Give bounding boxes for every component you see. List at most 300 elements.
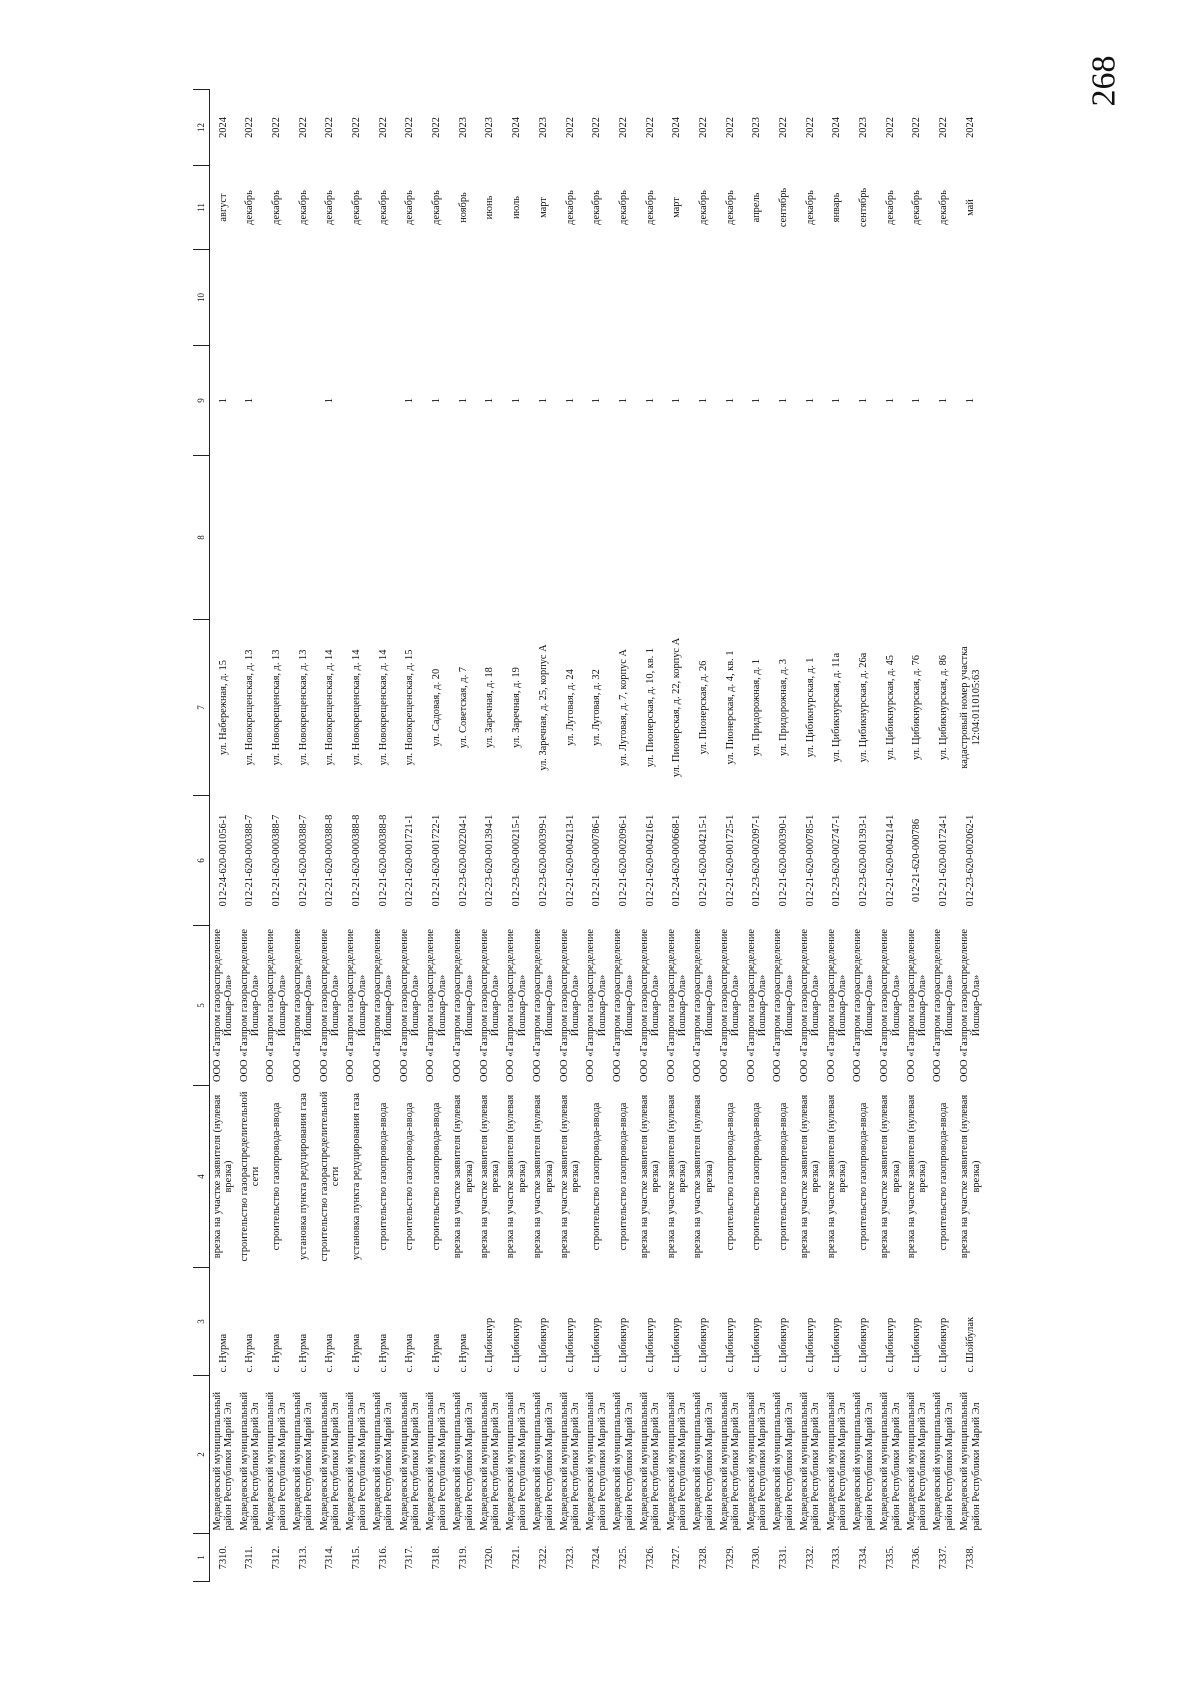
work-type-cell: врезка на участке заявителя (нулевая врезка) [798,1094,822,1259]
table-row [610,90,637,1582]
district-cell: Медведевский муниципальный район Республики Марий Эл [371,1391,395,1531]
address-cell: ул. Новокрещенская, д. 14 [351,649,363,766]
header-col-3: 3 [193,1268,210,1376]
organization-cell: ООО «Газпром газораспределение Йошкар-Ола» [745,929,769,1082]
application-code-cell: 012-21-620-001724-1 [938,814,950,907]
organization-cell: ООО «Газпром газораспределение Йошкар-Ола» [211,929,235,1082]
settlement-cell: с. Цибикнур [591,1317,603,1373]
col8-cell [824,456,851,620]
year-cell: 2022 [297,117,309,138]
month-cell: декабрь [644,190,656,225]
organization-cell: ООО «Газпром газораспределение Йошкар-Ола» [505,929,528,1082]
table-row [851,90,878,1582]
year-cell: 2022 [724,117,736,138]
address-cell: ул. Пионерская, д. 26 [697,660,709,755]
year-cell: 2024 [217,117,229,138]
count-cell: 1 [884,397,896,404]
district-cell: Медведевский муниципальный район Республики Марий Эл [692,1391,715,1531]
address-cell: ул. Набережная, д. 15 [217,660,229,756]
col10-cell [957,250,984,346]
col10-cell [477,250,504,346]
col8-cell [690,456,717,620]
organization-cell: ООО «Газпром газораспределение Йошкар-Ола» [398,929,422,1082]
work-type-cell: врезка на участке заявителя (нулевая врезка) [638,1094,662,1259]
year-cell: 2024 [964,117,976,138]
district-cell: Медведевский муниципальный район Республики Марий Эл [879,1391,902,1531]
table-row [343,90,370,1582]
column-number-header [193,90,210,1582]
settlement-cell: с. Цибикнур [831,1317,843,1373]
district-cell: Медведевский муниципальный район Республики Марий Эл [638,1391,662,1531]
col10-cell [370,250,397,346]
col8-cell [877,456,904,620]
month-cell: декабрь [884,190,896,225]
district-cell: Медведевский муниципальный район Республики Марий Эл [798,1391,822,1531]
application-code-cell: 012-21-620-004214-1 [884,814,896,907]
month-cell: декабрь [431,190,443,225]
district-cell: Медведевский муниципальный район Республики Марий Эл [959,1391,982,1531]
address-cell: ул. Цибикнурская, д. 26а [858,652,870,763]
organization-cell: ООО «Газпром газораспределение Йошкар-Ола» [371,929,395,1082]
application-code-cell: 012-24-620-001056-1 [217,814,229,907]
district-cell: Медведевский муниципальный район Республики Марий Эл [265,1391,288,1531]
col10-cell [237,250,264,346]
month-cell: сентябрь [778,187,790,228]
settlement-cell: с. Цибикнур [804,1317,816,1373]
district-cell: Медведевский муниципальный район Республики Марий Эл [505,1391,528,1531]
col10-cell [557,250,584,346]
count-cell: 1 [964,397,976,404]
table-row [450,90,477,1582]
row-number: 7336. [911,1545,923,1570]
month-cell: май [964,199,976,216]
table-row [797,90,824,1582]
col10-cell [584,250,611,346]
table-row [504,90,531,1582]
col8-cell [237,456,264,620]
settlement-cell: с. Нурма [351,1333,363,1373]
work-type-cell: строительство газопровода-ввода [617,1102,629,1251]
col10-cell [717,250,744,346]
col10-cell [904,250,931,346]
work-type-cell: установка пункта редуцирования газа [351,1092,363,1261]
work-type-cell: врезка на участке заявителя (нулевая врезка) [879,1094,902,1259]
count-cell: 1 [831,397,843,404]
work-type-cell: строительство газопровода-ввода [938,1102,950,1251]
table-row [370,90,397,1582]
organization-cell: ООО «Газпром газораспределение Йошкар-Ола» [798,929,822,1082]
year-cell: 2022 [911,117,923,138]
address-cell: кадастровый номер участка 12:04:0110105:63 [959,646,982,769]
month-cell: декабрь [324,190,336,225]
work-type-cell: строительство газопровода-ввода [270,1102,282,1251]
month-cell: сентябрь [858,187,870,228]
organization-cell: ООО «Газпром газораспределение Йошкар-Ола» [718,929,742,1082]
district-cell: Медведевский муниципальный район Республики Марий Эл [478,1391,502,1531]
col8-cell [504,456,531,620]
table-row [477,90,504,1582]
work-type-cell: врезка на участке заявителя (нулевая врезка) [959,1094,982,1259]
district-cell: Медведевский муниципальный район Республики Марий Эл [718,1391,742,1531]
organization-cell: ООО «Газпром газораспределение Йошкар-Ола» [638,929,662,1082]
district-cell: Медведевский муниципальный район Республики Марий Эл [585,1391,608,1531]
district-cell: Медведевский муниципальный район Республики Марий Эл [825,1391,849,1531]
col8-cell [290,456,317,620]
district-cell: Медведевский муниципальный район Республики Марий Эл [665,1391,689,1531]
col8-cell [557,456,584,620]
address-cell: ул. Новокрещенская, д. 14 [377,649,389,766]
header-col-9: 9 [193,346,210,456]
count-cell: 1 [457,397,469,404]
count-cell: 1 [484,397,496,404]
table-row [931,90,958,1582]
month-cell: декабрь [724,190,736,225]
organization-cell: ООО «Газпром газораспределение Йошкар-Ола» [852,929,875,1082]
table-body [210,90,984,1582]
work-type-cell: строительство газопровода-ввода [724,1102,736,1251]
col10-cell [824,250,851,346]
district-cell: Медведевский муниципальный район Республики Марий Эл [772,1391,795,1531]
application-code-cell: 012-21-620-000388-8 [377,814,389,907]
district-cell: Медведевский муниципальный район Республики Марий Эл [345,1391,368,1531]
col8-cell [664,456,691,620]
address-cell: ул. Цибикнурская, д. 11а [831,652,843,763]
header-col-8: 8 [193,456,210,620]
table-row [770,90,797,1582]
settlement-cell: с. Нурма [244,1333,256,1373]
district-cell: Медведевский муниципальный район Республики Марий Эл [852,1391,875,1531]
work-type-cell: врезка на участке заявителя (нулевая врезка) [558,1094,582,1259]
month-cell: апрель [751,192,763,223]
row-number: 7321. [511,1545,523,1570]
table-row [263,90,290,1582]
header-col-7: 7 [193,620,210,796]
settlement-cell: с. Нурма [431,1333,443,1373]
col10-cell [851,250,878,346]
settlement-cell: с. Цибикнур [751,1317,763,1373]
col8-cell [450,456,477,620]
application-code-cell: 012-23-620-000399-1 [537,814,549,907]
page-number: 268 [1085,55,1123,107]
year-cell: 2024 [831,117,843,138]
application-code-cell: 012-23-620-002097-1 [751,814,763,907]
table-row [690,90,717,1582]
col10-cell [210,250,237,346]
header-col-4: 4 [193,1086,210,1268]
address-cell: ул. Новокрещенская, д. 13 [244,649,256,766]
district-cell: Медведевский муниципальный район Республики Марий Эл [558,1391,582,1531]
settlement-cell: с. Цибикнур [564,1317,576,1373]
col8-cell [851,456,878,620]
count-cell: 1 [858,397,870,404]
application-code-cell: 012-21-620-001725-1 [724,814,736,907]
row-number: 7337. [938,1545,950,1570]
col8-cell [931,456,958,620]
col10-cell [797,250,824,346]
work-type-cell: строительство газопровода-ввода [404,1102,416,1251]
header-col-1: 1 [193,1534,210,1582]
col10-cell [397,250,424,346]
col10-cell [450,250,477,346]
row-number: 7327. [671,1545,683,1570]
address-cell: ул. Цибикнурская, д. 45 [884,655,896,760]
row-number: 7320. [484,1545,496,1570]
work-type-cell: врезка на участке заявителя (нулевая врезка) [532,1094,555,1259]
month-cell: декабрь [244,190,256,225]
col10-cell [744,250,771,346]
year-cell: 2022 [377,117,389,138]
col10-cell [770,250,797,346]
year-cell: 2023 [537,117,549,138]
address-cell: ул. Новокрещенская, д. 14 [324,649,336,766]
count-cell: 1 [617,397,629,404]
work-type-cell: строительство газораспределительной сети [318,1091,342,1262]
month-cell: декабрь [804,190,816,225]
work-type-cell: строительство газораспределительной сети [238,1091,262,1262]
settlement-cell: с. Шойбулак [964,1316,976,1373]
col8-cell [210,456,237,620]
address-cell: ул. Пионерская, д. 22, корпус А [671,637,683,778]
address-cell: ул. Пионерская, д. 4, кв. 1 [724,650,736,765]
table-row [584,90,611,1582]
table-row [824,90,851,1582]
organization-cell: ООО «Газпром газораспределение Йошкар-Ола» [665,929,689,1082]
col10-cell [931,250,958,346]
month-cell: январь [831,192,843,223]
organization-cell: ООО «Газпром газораспределение Йошкар-Ола» [425,929,448,1082]
organization-cell: ООО «Газпром газораспределение Йошкар-Ола» [692,929,715,1082]
work-type-cell: врезка на участке заявителя (нулевая врезка) [665,1094,689,1259]
col10-cell [690,250,717,346]
work-type-cell: установка пункта редуцирования газа [297,1092,309,1261]
settlement-cell: с. Цибикнур [484,1317,496,1373]
count-cell: 1 [511,397,523,404]
month-cell: декабрь [564,190,576,225]
row-number: 7324. [591,1545,603,1570]
row-number: 7335. [884,1545,896,1570]
district-cell: Медведевский муниципальный район Республики Марий Эл [291,1391,315,1531]
address-cell: ул. Цибикнурская, д. 1 [804,657,816,758]
month-cell: декабрь [911,190,923,225]
col8-cell [904,456,931,620]
organization-cell: ООО «Газпром газораспределение Йошкар-Ола» [905,929,929,1082]
address-cell: ул. Новокрещенская, д. 15 [404,649,416,766]
count-cell [263,346,290,456]
col8-cell [530,456,557,620]
col10-cell [424,250,451,346]
settlement-cell: с. Нурма [270,1333,282,1373]
header-col-2: 2 [193,1376,210,1534]
col8-cell [397,456,424,620]
row-number: 7315. [351,1545,363,1570]
organization-cell: ООО «Газпром газораспределение Йошкар-Ола» [612,929,635,1082]
col8-cell [770,456,797,620]
year-cell: 2022 [270,117,282,138]
header-col-11: 11 [193,166,210,250]
district-cell: Медведевский муниципальный район Республики Марий Эл [318,1391,342,1531]
count-cell [343,346,370,456]
year-cell: 2022 [351,117,363,138]
count-cell [290,346,317,456]
month-cell: декабрь [617,190,629,225]
settlement-cell: с. Цибикнур [911,1317,923,1373]
count-cell: 1 [751,397,763,404]
address-cell: ул. Луговая, д. 32 [591,669,603,746]
row-number: 7310. [217,1545,229,1570]
col8-cell [263,456,290,620]
table-row [530,90,557,1582]
row-number: 7322. [537,1545,549,1570]
month-cell: декабрь [351,190,363,225]
col10-cell [664,250,691,346]
year-cell: 2023 [457,117,469,138]
settlement-cell: с. Нурма [404,1333,416,1373]
count-cell: 1 [217,397,229,404]
organization-cell: ООО «Газпром газораспределение Йошкар-Ола» [291,929,315,1082]
work-type-cell: врезка на участке заявителя (нулевая врезка) [825,1094,849,1259]
month-cell: декабрь [270,190,282,225]
district-cell: Медведевский муниципальный район Республики Марий Эл [932,1391,955,1531]
year-cell: 2022 [884,117,896,138]
table-row [637,90,664,1582]
row-number: 7333. [831,1545,843,1570]
col8-cell [584,456,611,620]
month-cell: март [537,197,549,218]
work-type-cell: врезка на участке заявителя (нулевая врезка) [505,1094,528,1259]
address-cell: ул. Заречная, д. 25, корпус А [537,644,549,771]
work-type-cell: строительство газопровода-ввода [778,1102,790,1251]
row-number: 7329. [724,1545,736,1570]
count-cell: 1 [778,397,790,404]
address-cell: ул. Цибикнурская, д. 76 [911,655,923,760]
year-cell: 2022 [804,117,816,138]
district-cell: Медведевский муниципальный район Республики Марий Эл [452,1391,475,1531]
settlement-cell: с. Цибикнур [644,1317,656,1373]
col8-cell [343,456,370,620]
settlement-cell: с. Нурма [324,1333,336,1373]
col10-cell [504,250,531,346]
row-number: 7330. [751,1545,763,1570]
table-row [210,90,237,1582]
year-cell: 2022 [938,117,950,138]
address-cell: ул. Садовая, д. 20 [431,668,443,747]
organization-cell: ООО «Газпром газораспределение Йошкар-Ола» [879,929,902,1082]
count-cell: 1 [804,397,816,404]
table-row [397,90,424,1582]
application-code-cell: 012-23-620-002204-1 [457,814,469,907]
settlement-cell: с. Цибикнур [697,1317,709,1373]
count-cell [370,346,397,456]
year-cell: 2022 [431,117,443,138]
organization-cell: ООО «Газпром газораспределение Йошкар-Ола» [265,929,288,1082]
table-row [290,90,317,1582]
work-type-cell: строительство газопровода-ввода [591,1102,603,1251]
col8-cell [424,456,451,620]
table-row [557,90,584,1582]
row-number: 7317. [404,1545,416,1570]
table-row [744,90,771,1582]
year-cell: 2022 [591,117,603,138]
application-code-cell: 012-24-620-000668-1 [671,814,683,907]
table-row [717,90,744,1582]
work-type-cell: строительство газопровода-ввода [377,1102,389,1251]
row-number: 7332. [804,1545,816,1570]
settlement-cell: с. Цибикнур [511,1317,523,1373]
work-type-cell: строительство газопровода-ввода [431,1102,443,1251]
application-code-cell: 012-23-620-002747-1 [831,814,843,907]
header-col-12: 12 [193,90,210,166]
col10-cell [610,250,637,346]
settlement-cell: с. Цибикнур [858,1317,870,1373]
col8-cell [744,456,771,620]
year-cell: 2022 [244,117,256,138]
year-cell: 2024 [671,117,683,138]
count-cell: 1 [324,397,336,404]
col10-cell [263,250,290,346]
col8-cell [370,456,397,620]
count-cell: 1 [671,397,683,404]
col8-cell [317,456,344,620]
organization-cell: ООО «Газпром газораспределение Йошкар-Ола» [318,929,342,1082]
month-cell: ноябрь [457,192,469,223]
row-number: 7319. [457,1545,469,1570]
month-cell: декабрь [591,190,603,225]
organization-cell: ООО «Газпром газораспределение Йошкар-Ола» [959,929,982,1082]
application-code-cell: 012-21-620-000388-7 [270,814,282,907]
col8-cell [797,456,824,620]
work-type-cell: строительство газопровода-ввода [858,1102,870,1251]
col8-cell [717,456,744,620]
application-code-cell: 012-21-620-001722-1 [431,814,443,907]
district-cell: Медведевский муниципальный район Республики Марий Эл [398,1391,422,1531]
row-number: 7313. [297,1545,309,1570]
col8-cell [637,456,664,620]
count-cell: 1 [938,397,950,404]
district-cell: Медведевский муниципальный район Республики Марий Эл [211,1391,235,1531]
year-cell: 2022 [564,117,576,138]
table-row [237,90,264,1582]
count-cell: 1 [431,397,443,404]
month-cell: декабрь [404,190,416,225]
month-cell: июль [511,196,523,219]
address-cell: ул. Заречная, д. 19 [511,667,523,748]
year-cell: 2022 [324,117,336,138]
row-number: 7323. [564,1545,576,1570]
row-number: 7311. [244,1546,256,1569]
year-cell: 2022 [404,117,416,138]
table-row [957,90,984,1582]
application-code-cell: 012-21-620-001721-1 [404,814,416,907]
organization-cell: ООО «Газпром газораспределение Йошкар-Ола» [825,929,849,1082]
work-type-cell: врезка на участке заявителя (нулевая врезка) [692,1094,715,1259]
header-col-10: 10 [193,250,210,346]
settlement-cell: с. Цибикнур [537,1317,549,1373]
rotated-table-page [193,90,993,1582]
address-cell: ул. Придорожная, д. 3 [778,659,790,756]
organization-cell: ООО «Газпром газораспределение Йошкар-Ола» [532,929,555,1082]
organization-cell: ООО «Газпром газораспределение Йошкар-Ола» [452,929,475,1082]
count-cell: 1 [537,397,549,404]
table-row [317,90,344,1582]
table-row [664,90,691,1582]
settlement-cell: с. Цибикнур [938,1317,950,1373]
table-row [424,90,451,1582]
application-code-cell: 012-21-620-000388-8 [351,814,363,907]
application-code-cell: 012-21-620-000388-8 [324,814,336,907]
district-cell: Медведевский муниципальный район Республики Марий Эл [905,1391,929,1531]
row-number: 7331. [778,1545,790,1570]
year-cell: 2022 [778,117,790,138]
